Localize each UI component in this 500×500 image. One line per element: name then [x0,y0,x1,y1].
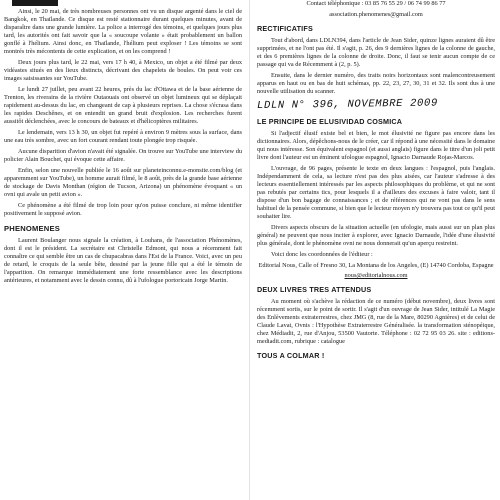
article-paragraph: Voici donc les coordonnées de l'éditeur : [271,251,373,258]
handwritten-issue-note: LDLN N° 396, NOVEMBRE 2009 [256,97,438,112]
section-heading-deux-livres: DEUX LIVRES TRES ATTENDUS [257,285,372,294]
column-gutter [249,0,250,500]
article-paragraph: Ce phénomène a été filmé de trop loin pour qu'on puisse conclure, ni même identifier positivement le supposé avion. [4,202,242,217]
article-paragraph: Divers aspects obscurs de la situation actuelle (en ufologie, mais aussi sur un plan plus général) ne peuvent que nous inciter à explorer, avec Ignacio Darnaude, l'idée d'une élusivité plus générale, dont le phénomène ovni ne nous donnerait qu'un aperçu restreint. [257,224,495,247]
section-heading-rectificatifs: RECTIFICATIFS [257,24,313,33]
article-paragraph: Ainsi, le 20 mai, de très nombreuses personnes ont vu un disque argenté dans le ciel de Bangkok, en Thaïlande. Ce disque est resté stationnaire durant quelques minutes, avant de disparaître dans une grande lumière. La police a interrogé des témoins, et quelques jours plus tard, les autorités ont fait savoir que la « soucoupe volante » était probablement un ballon gonflé à l'hélium. Ainsi donc, en Thaïlande, l'hélium peut exploser ! Les témoins se sont montrés très mécontents de cette explication, et on les comprend ! [4,8,242,55]
article-paragraph: Laurent Boulanger nous signale la création, à Louhans, de l'association Phénomènes, dont il est le président. La secrétaire est Christelle Edmont, qui nous a récemment fait connaître ce qui semble être un cas de chupacabras dans l'Est de la France. Voici, avec un peu de retard, le croquis de la seule bête, dessiné par la jeune fille qui a été le témoin de l'apparition. On remarque immédiatement une forte ressemblance avec les descriptions antérieures, et notamment avec le dessin connu, dû à l'ufologue portoricain Jorge Martin. [4,237,242,284]
publisher-email: nous@editorialnous.com [344,272,408,279]
left-column [4,0,242,288]
section-heading-phenomenes: PHENOMENES [4,224,61,233]
article-paragraph: L'ouvrage, de 96 pages, présente le texte en deux langues : l'espagnol, puis l'anglais. Indépendamment de cela, sa lecture n'est pas des plus aisées, car l'auteur s'adresse à des lecteurs essentiellement intéressés par les aspects philosophiques du problème, et qui ne sont pas rebutés par certains tics, pour lesquels il a d'ailleurs des excuses à faire valoir, tant il dispose d'un bon bagage de connaissances ; et de références qui ne vont pas dans le sens habituel de la pensée commune, si bien que le lecteur moyen n'y trouvera pas tout ce qu'il peut souhaiter lire. [257,165,495,220]
section-heading-colmar: TOUS A COLMAR ! [257,351,325,360]
article-paragraph: Enfin, selon une nouvelle publiée le 16 août sur planeteinconnu.e-monsite.com/blog (et apparemment sur YouTube), un homme aurait filmé, le 8 août, près de la grande base aérienne de stockage de Davis Monthan (région de Tucson, Arizona) un phénomène évoquant « un ovni qui avale un petit avion ». [4,167,242,198]
article-paragraph: Si l'adjectif élusif existe bel et bien, le mot élusivité ne figure pas encore dans les dictionnaires. Alors, dépêchons-nous de le créer, car il répond à une nécessité dans le domaine qui nous intéresse. Son équivalent espagnol (et aussi anglais) figure dans le titre d'un joli petit livre dont l'auteur est un éminent ufologue espagnol, Ignacio Darnaude Rojas-Marcos. [257,130,495,161]
article-paragraph: Le lendemain, vers 13 h 30, un objet fut repéré à environ 9 mètres sous la surface, dans une eau très sombre, avec un fort courant rendant toute plongée trop risquée. [4,129,242,144]
contact-phone: Contact téléphonique : 03 85 76 55 29 / 06 74 99 86 77 [306,0,446,7]
article-paragraph: Le lundi 27 juillet, peu avant 22 heures, près du lac d'Ottawa et de la base aérienne de Trenton, les riverains de la rivière Outaouais ont observé un objet lumineux qui se déplaçait rapidement au-dessus du lac, en changeant de cap à plusieurs reprises. La chose s'écrasa dans les rapides Deschênes, et on entendit un grand bruit d'explosion. Les recherches furent aussitôt déclenchées, avec le concours de bateaux et d'hélicoptères militaires. [4,86,242,125]
contact-email: association.phenomenes@gmail.com [329,11,423,18]
section-heading-elusivite: LE PRINCIPE DE ELUSIVIDAD COSMICA [257,117,403,126]
article-paragraph: Tout d'abord, dans LDLN394, dans l'article de Jean Sider, quinze lignes auraient dû être supprimées, et ne l'ont pas été. Il s'agit, p. 26, des 9 dernières lignes de la colonne de gauche, et des 6 premières lignes de la colonne de droite. Donc, il faut se tenir aucun compte de ce passage qui va de Récemment à (2, p. 5). [257,37,495,68]
article-paragraph: Aucune disparition d'avion n'avait été signalée. On trouve sur YouTube une interview du policier Alain Bouchet, qui évoque cette affaire. [4,148,242,163]
publisher-address: Editorial Nous, Calle of Fresno 30, La Montana de los Angeles, (E) 14740 Cordoba, Espagne [258,262,494,269]
right-column [257,0,495,364]
article-paragraph: Deux jours plus tard, le 22 mai, vers 17 h 40, à Mexico, un objet a été filmé par deux vidéastes situés en des lieux distincts, décrivant des chapelets de boules. On peut voir ces images saisissantes sur YouTube. [4,59,242,82]
article-paragraph: Au moment où s'achève la rédaction de ce numéro (début novembre), deux livres sont récemment sortis, sur le point de sortir. Il s'agit d'un ouvrage de Jean Sider, intitulé La Magie des Enlèvements extraterrestres, chez JMG (8, rue de la Mare, 80290 Agnières) et de celui de Claude Lavat, Ovnis : l'Hypothèse Extraterrestre Généralisée. la transformation sténopéique, chez Médiadit, 2, rue d'Anjou, 53500 Vautorte. Téléphone : 02 72 95 03 26. site : editions-mediadit.com, rubrique : catalogue [257,298,495,345]
article-paragraph: Ensuite, dans le dernier numéro, des traits noirs horizontaux sont malencontreusement apparus en haut ou en bas de huit schémas, pp. 22, 23, 27, 30, 31 et 32. Ils sont dus à une nouvelle utilisation du scanner. [257,72,495,95]
